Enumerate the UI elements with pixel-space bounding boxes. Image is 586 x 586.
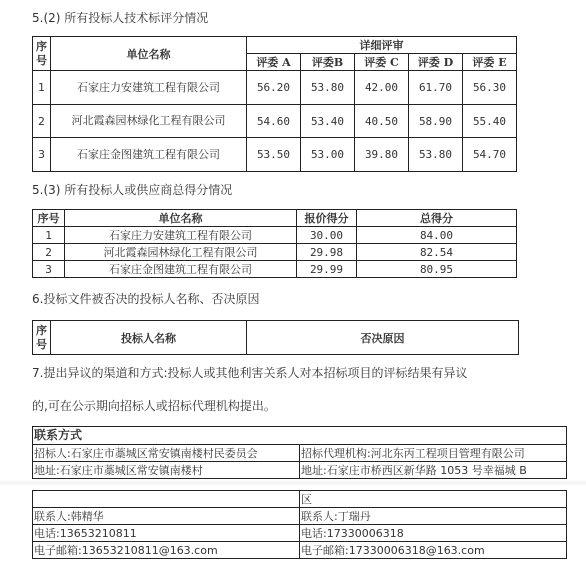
score-cell: 58.90 (409, 105, 463, 138)
table-row (33, 227, 517, 244)
seq-cell: 2 (33, 244, 65, 261)
price-score-cell: 30.00 (297, 227, 357, 244)
seq-cell: 3 (33, 138, 51, 172)
judge-header: 评委 C (355, 54, 409, 71)
objection-line-1: 7.提出异议的渠道和方式:投标人或其他利害关系人对本招标项目的评标结果有异议 (32, 366, 468, 380)
judge-header: 评委 D (409, 54, 463, 71)
unit-cell: 石家庄力安建筑工程有限公司 (51, 71, 247, 105)
tenderer-phone: 电话:13653210811 (33, 525, 300, 542)
table-row (33, 71, 517, 105)
rejected-heading: 6.投标文件被否决的投标人名称、否决原因 (32, 292, 260, 306)
total-score-cell: 80.95 (357, 261, 517, 278)
price-score-cell: 29.99 (297, 261, 357, 278)
unit-header: 单位名称 (51, 37, 247, 71)
seq-header: 序号 (33, 321, 51, 355)
contact-table (32, 426, 567, 479)
agent-name: 招标代理机构:河北东丙工程项目管理有限公司 (300, 445, 567, 462)
total-score-cell: 82.54 (357, 244, 517, 261)
table-row (33, 244, 517, 261)
bidder-name-header: 投标人名称 (51, 321, 247, 355)
agent-email: 电子邮箱:17330006318@163.com (300, 542, 567, 559)
score-cell: 40.50 (355, 105, 409, 138)
unit-cell: 石家庄金图建筑工程有限公司 (65, 261, 297, 278)
score-cell: 54.70 (463, 138, 517, 172)
seq-cell: 1 (33, 227, 65, 244)
detail-header: 详细评审 (247, 37, 517, 54)
tenderer-contact-person: 联系人:韩精华 (33, 508, 300, 525)
price-score-header: 报价得分 (297, 210, 357, 227)
score-cell: 61.70 (409, 71, 463, 105)
score-cell: 54.60 (247, 105, 301, 138)
agent-address: 地址:石家庄市桥西区新华路 1053 号幸福城 B (300, 462, 567, 479)
page-break (0, 480, 586, 486)
tenderer-address: 地址:石家庄市藁城区常安镇南楼村 (33, 462, 300, 479)
total-score-cell: 84.00 (357, 227, 517, 244)
unit-cell: 石家庄力安建筑工程有限公司 (65, 227, 297, 244)
judge-header: 评委B (301, 54, 355, 71)
score-cell: 56.20 (247, 71, 301, 105)
total-score-header: 总得分 (357, 210, 517, 227)
rejected-table (32, 320, 519, 355)
seq-cell: 2 (33, 105, 51, 138)
tech-score-heading: 5.(2) 所有投标人技术标评分情况 (32, 11, 209, 25)
unit-header: 单位名称 (65, 210, 297, 227)
table-row (33, 138, 517, 172)
seq-header: 序号 (33, 37, 51, 71)
score-cell: 39.80 (355, 138, 409, 172)
agent-phone: 电话:17330006318 (300, 525, 567, 542)
seq-cell: 3 (33, 261, 65, 278)
table-row (33, 261, 517, 278)
total-score-heading: 5.(3) 所有投标人或供应商总得分情况 (32, 183, 233, 197)
score-cell: 53.50 (247, 138, 301, 172)
tenderer-email: 电子邮箱:13653210811@163.com (33, 542, 300, 559)
tenderer-name: 招标人:石家庄市藁城区常安镇南楼村民委员会 (33, 445, 300, 462)
judge-header: 评委 E (463, 54, 517, 71)
score-cell: 53.00 (301, 138, 355, 172)
reject-reason-header: 否决原因 (247, 321, 519, 355)
seq-header: 序号 (33, 210, 65, 227)
score-cell: 56.30 (463, 71, 517, 105)
agent-address-cont: 区 (300, 491, 567, 508)
contact-title: 联系方式 (33, 427, 567, 445)
table-row (33, 105, 517, 138)
score-cell: 53.80 (409, 138, 463, 172)
total-score-table (32, 209, 517, 278)
score-cell: 55.40 (463, 105, 517, 138)
score-cell: 53.40 (301, 105, 355, 138)
judge-header: 评委 A (247, 54, 301, 71)
tenderer-address-cont (33, 491, 300, 508)
unit-cell: 河北霞森园林绿化工程有限公司 (51, 105, 247, 138)
score-cell: 53.80 (301, 71, 355, 105)
agent-contact-person: 联系人:丁瑞丹 (300, 508, 567, 525)
contact-table-continued (32, 490, 567, 559)
unit-cell: 河北霞森园林绿化工程有限公司 (65, 244, 297, 261)
tech-score-table (32, 36, 517, 172)
seq-cell: 1 (33, 71, 51, 105)
score-cell: 42.00 (355, 71, 409, 105)
objection-line-2: 的,可在公示期向招标人或招标代理机构提出。 (32, 399, 276, 413)
price-score-cell: 29.98 (297, 244, 357, 261)
unit-cell: 石家庄金图建筑工程有限公司 (51, 138, 247, 172)
